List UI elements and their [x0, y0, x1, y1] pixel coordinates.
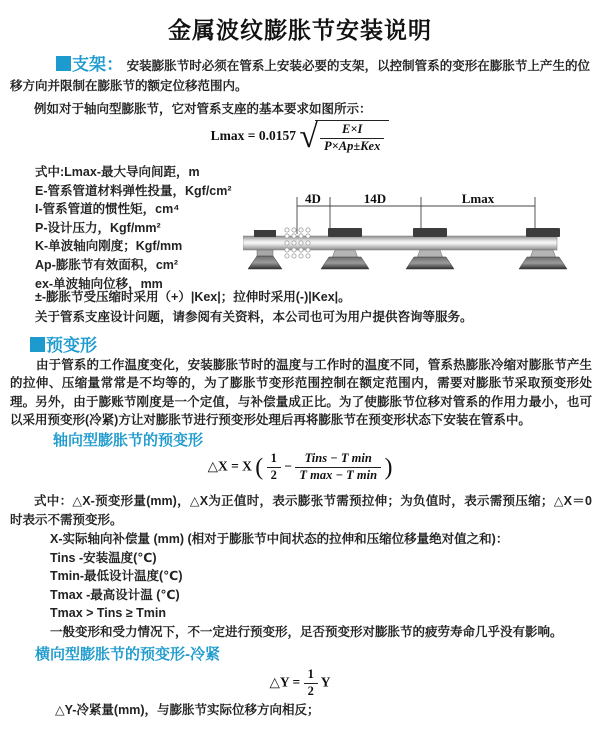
- minus-sign: −: [284, 458, 292, 474]
- support-paragraph: [10, 55, 590, 96]
- formula-lmax-denominator: P×Ap±Kex: [324, 138, 381, 153]
- dimension-label-14d: 14D: [363, 193, 387, 206]
- section-bullet-square: [30, 337, 45, 352]
- variable-definition: I-管系管道的惯性矩，cm⁴: [35, 202, 180, 217]
- formula-lmax-numerator: E×I: [320, 123, 384, 139]
- formula-lateral-lhs: △Y =: [269, 674, 301, 690]
- half-denominator: 2: [270, 467, 277, 482]
- temp-numerator: Tins − T min: [295, 452, 381, 468]
- pipe-support-diagram: [243, 193, 600, 290]
- radical-symbol: √: [299, 117, 319, 155]
- axial-definition-lines: [50, 530, 590, 642]
- axial-note-line: Tmax > Tins ≥ Tmin: [50, 606, 167, 621]
- support-section: [10, 55, 590, 119]
- predeform-paragraph: 由于管系的工作温度变化，安装膨胀节时的温度与工作时的温度不同，管系热膨胀冷缩对膨胀节产生的拉伸、压缩量常常是不均等的，为了膨胀节变形范围控制在额定范围内，需要对膨胀节采取预变形处理。另外，由于膨账节刚度是一个定值，与补偿量成正比。为了使膨胀节位移对管系的作用力最小，也可以采用预变形(冷紧)方让对膨胀节进行预变形处理后再将膨胀节在预变形状态下安装在管系中。: [10, 358, 592, 427]
- variable-definition: P-设计压力，Kgf/mm²: [35, 220, 161, 235]
- formula-lateral-rhs: Y: [320, 674, 331, 690]
- axial-note-line: Tins -安装温度(℃): [50, 550, 157, 565]
- variable-definition: K-单波轴向刚度；Kgf/mm: [35, 239, 183, 254]
- variable-definitions: [35, 163, 265, 293]
- axial-note-line: 一般变形和受力情况下，不一定进行预变形，足否预变形对膨胀节的疲劳寿命几乎没有影响。: [50, 624, 563, 639]
- support-example-line: 例如对于轴向型膨胀节，它对管系支座的基本要求如图所示：: [34, 102, 372, 116]
- axial-note-line: X-实际轴向补偿量 (mm) (相对于膨胀节中间状态的拉伸和压缩位移量绝对值之和)：: [50, 532, 509, 546]
- predeform-heading-label: 预变形: [46, 336, 97, 355]
- predeform-heading: [30, 331, 97, 356]
- variable-definition: 式中:Lmax-最大导向间距，m: [35, 165, 200, 179]
- formula-lateral-coldtight: [0, 668, 600, 699]
- formula-axial-lhs: △X = X: [207, 458, 252, 474]
- variable-definition: E-管系管道材料弹性投量，Kgf/cm²: [35, 183, 232, 198]
- formula-axial-predeform: [0, 452, 600, 483]
- formula-lmax-lhs: Lmax = 0.0157: [210, 127, 296, 143]
- section-bullet-square: [56, 56, 71, 71]
- lateral-subheading: 横向型膨胀节的预变形-冷紧: [35, 646, 220, 663]
- formula-lmax-radical: [299, 117, 389, 155]
- axial-note-line: Tmax -最高设计温 (℃): [50, 587, 180, 602]
- lateral-numerator: 1: [304, 668, 318, 684]
- dimension-label-lmax: Lmax: [461, 193, 495, 206]
- lateral-denominator: 2: [307, 683, 314, 698]
- pipe: [243, 236, 557, 250]
- close-paren: ): [384, 454, 393, 481]
- page-title: 金属波纹膨胀节安装说明: [168, 17, 432, 43]
- variable-definition: ex-单波轴向位移，mm: [35, 276, 163, 291]
- open-paren: (: [255, 454, 264, 481]
- half-numerator: 1: [267, 452, 281, 468]
- formula-lmax: [0, 117, 600, 155]
- plusminus-note: ±-膨胀节受压缩时采用（+）|Kex|；拉伸时采用(-)|Kex|。: [35, 290, 351, 304]
- lateral-note: △Y-冷紧量(mm)，与膨胀节实际位移方向相反；: [55, 703, 320, 717]
- consult-note: 关于管系支座设计问题，请参阅有关资料，本公司也可为用户提供咨询等服务。: [35, 310, 473, 324]
- axial-subheading: 轴向型膨胀节的预变形: [53, 432, 204, 449]
- support-heading: 支架：: [72, 55, 124, 74]
- temp-denominator: T max − T min: [299, 467, 378, 482]
- axial-note-line: Tmin-最低设计温度(℃): [50, 569, 183, 584]
- axial-explanation: 式中：△X-预变形量(mm)，△X为正值时，表示膨张节需预拉伸；为负值时，表示需预压缩；△X＝0时表示不需预变形。: [10, 494, 592, 527]
- support-intro-text: 安装膨胀节时必须在管系上安装必要的支架，以控制管系的变形在膨胀节上产生的位移方向并限制在膨胀节的额定位移范围内。: [10, 59, 590, 93]
- variable-definition: Ap-膨胀节有效面积，cm²: [35, 257, 179, 272]
- dimension-label-4d: 4D: [305, 193, 321, 206]
